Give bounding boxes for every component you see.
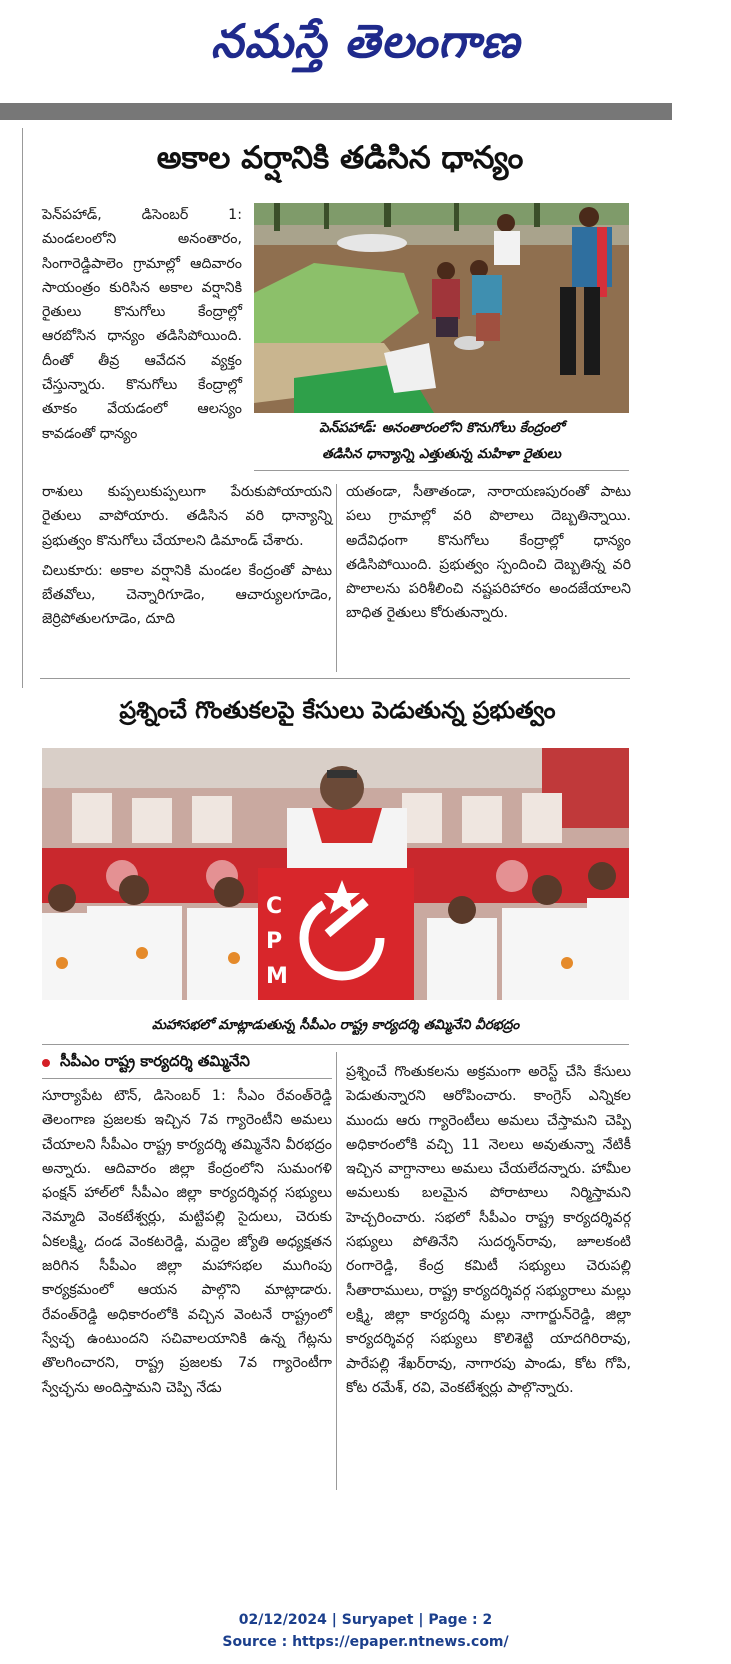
- subhead-rule: [42, 1078, 332, 1079]
- footer-source: Source : https://epaper.ntnews.com/: [222, 1634, 509, 1650]
- article2-photo: [42, 748, 629, 1000]
- caption-rule: [42, 1044, 629, 1045]
- article2-paragraph: ప్రశ్నించే గొంతుకలను అక్రమంగా అరెస్ట్‌ చేసి కేసులు పెడుతున్నారని ఆరోపించారు. కాంగ్రెస్‌ ఎన్నికల ముందు ఆరు గ్యారెంటీలు అమలు చేస్తామని చెప్పి అధికారంలోకి వచ్చి 11 నెలలు అవుతున్నా నేటికీ ఇచ్చిన వాగ్దానాలు అమలు చేయలేదన్నారు. హామీల అమలుకు బలమైన పోరాటాలు నిర్మిస్తామని హెచ్చరించారు. సభలో సీపీఎం రాష్ట్ర కార్యదర్శివర్గ సభ్యులు పోతినేని సుదర్శన్‌రావు, జూలకంటి రంగారెడ్డి, కేంద్ర కమిటీ సభ్యులు చెరుపల్లి సీతారాములు, రాష్ట్ర కార్యదర్శివర్గ సభ్యురాలు మల్లు లక్ష్మి, జిల్లా కార్యదర్శి మల్లు నాగార్జున్‌రెడ్డి, జిల్లా కార్యదర్శివర్గ సభ్యులు కొలిశెట్టి యాదగిరిరావు, పారేపల్లి శేఖర్‌రావు, నాగారపు పాండు, కోట గోపి, కోట రమేశ్‌, రవి, వెంకటేశ్వర్లు పాల్గొన్నారు.: [346, 1064, 631, 1396]
- article2-col1: [42, 1084, 332, 1406]
- article1-photo: [254, 203, 629, 413]
- article2-headline: ప్రశ్నించే గొంతుకలపై కేసులు పెడుతున్న ప్రభుత్వం: [119, 696, 556, 724]
- podium-text-p: P: [266, 929, 283, 954]
- podium-text-c: C: [266, 894, 283, 919]
- article1-headline: అకాల వర్షానికి తడిసిన ధాన్యం: [156, 140, 524, 176]
- caption-line: పెన్‌పహాడ్‌: అనంతారంలోని కొనుగోలు కేంద్రంలో: [319, 420, 564, 436]
- masthead: [0, 0, 731, 90]
- cpm-meeting-photo: [42, 748, 629, 1000]
- article1-paragraph: పెన్‌పహాడ్‌, డిసెంబర్‌ 1: మండలంలోని అనంతారం, సింగారెడ్డిపాలెం గ్రామాల్లో ఆదివారం సాయంత్రం కురిసిన అకాల వర్షానికి రైతులు కొనుగోలు కేంద్రాల్లో ఆరబోసిన ధాన్యం తడిసిపోయింది. దీంతో తీవ్ర ఆవేదన వ్యక్తం చేస్తున్నారు. కొనుగోలు కేంద్రాల్లో తూకం వేయడంలో ఆలస్యం కావడంతో ధాన్యం: [42, 207, 242, 442]
- article2-paragraph: సూర్యాపేట టౌన్‌, డిసెంబర్‌ 1: సీఎం రేవంత్‌రెడ్డి తెలంగాణ ప్రజలకు ఇచ్చిన 7వ గ్యారెంటీని అమలు చేయాలని సీపీఎం రాష్ట్ర కార్యదర్శి తమ్మినేని వీరభద్రం అన్నారు. ఆదివారం జిల్లా కేంద్రంలోని సుమంగళి ఫంక్షన్‌ హాల్‌లో సీపీఎం జిల్లా కార్యదర్శివర్గ సభ్యులు నెమ్మాది వెంకటేశ్వర్లు, మట్టిపల్లి సైదులు, చెరుకు ఏకలక్ష్మి, దండ వెంకటరెడ్డి, మద్దెల జ్యోతి అధ్యక్షతన జరిగిన సీపీఎం జిల్లా మహాసభల ముగింపు కార్యక్రమంలో ఆయన పాల్గొని మాట్లాడారు. రేవంత్‌రెడ్డి అధికారంలోకి వచ్చిన వెంటనే రాష్ట్రంలో స్వేచ్ఛ ఉంటుందని సచివాలయానికి ఉన్న గేట్లను తొలగించారని, రాష్ట్ర ప్రజలకు 7వ గ్యారెంటీగా స్వేచ్ఛను అందిస్తామని చెప్పి నేడు: [42, 1088, 332, 1396]
- column-rule: [336, 484, 337, 672]
- article2-subhead: [42, 1052, 332, 1076]
- subhead-text: సీపీఎం రాష్ట్ర కార్యదర్శి తమ్మినేని: [60, 1052, 250, 1070]
- caption-line: తడిసిన ధాన్యాన్ని ఎత్తుతున్న మహిళా రైతులు: [322, 446, 561, 462]
- article1-col2: [346, 480, 631, 632]
- article2-col2: [346, 1060, 631, 1406]
- article1-photo-caption: [254, 415, 629, 467]
- article1-paragraph: చిలుకూరు: అకాల వర్షానికి మండల కేంద్రంతో పాటు బేతవోలు, చెన్నారిగూడెం, ఆచార్యులగూడెం, జెర్రిపోతులగూడెం, దూది: [42, 562, 332, 628]
- article-separator: [40, 678, 630, 679]
- article1-paragraph: యతండా, సీతాతండా, నారాయణపురంతో పాటు పలు గ్రామాల్లో వరి పొలాలు దెబ్బతిన్నాయి. అదేవిధంగా కొనుగోలు కేంద్రాల్లో ధాన్యం తడిసిపోయింది. ప్రభుత్వం స్పందించి దెబ్బతిన్న వరి పొలాలను పరిశీలించి నష్టపరిహారం అందజేయాలని బాధిత రైతులు కోరుతున్నారు.: [346, 484, 631, 622]
- bullet-dot-icon: [42, 1059, 50, 1067]
- farmers-grain-photo: [254, 203, 629, 413]
- footer-date-edition: 02/12/2024 | Suryapet | Page : 2: [238, 1612, 493, 1628]
- podium-text-m: M: [266, 964, 288, 989]
- margin-rule: [22, 128, 23, 688]
- podium: [258, 868, 414, 1000]
- column-rule: [336, 1052, 337, 1490]
- article2-photo-caption: మహాసభలో మాట్లాడుతున్న సీపీఎం రాష్ట్ర కార్యదర్శి తమ్మినేని వీరభద్రం: [151, 1017, 520, 1033]
- newspaper-logo: నమస్తే తెలంగాణ: [210, 14, 521, 68]
- article1-paragraph: రాశులు కుప్పలుకుప్పలుగా పేరుకుపోయాయని రైతులు వాపోయారు. తడిసిన వరి ధాన్యాన్ని ప్రభుత్వం కొనుగోలు చేయాలని డిమాండ్‌ చేశారు.: [42, 484, 332, 549]
- caption-rule: [254, 470, 629, 471]
- article1-col1-top: [42, 203, 242, 452]
- top-divider-bar: [0, 103, 672, 120]
- article1-col1-bottom: [42, 480, 332, 638]
